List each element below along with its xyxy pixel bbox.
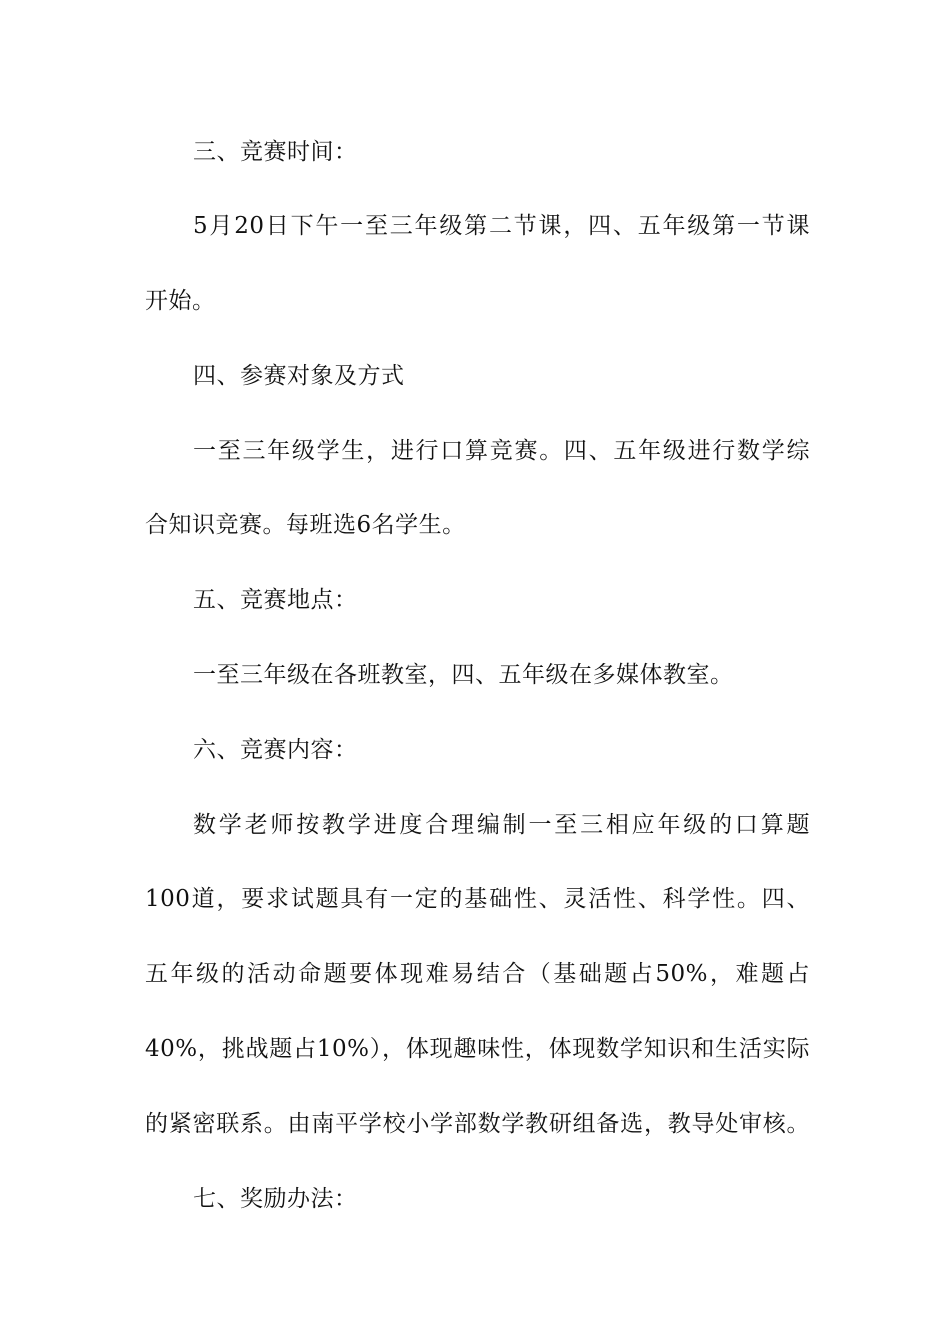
- paragraph-line: 5月20日下午一至三年级第二节课，四、五年级第一节课: [193, 213, 810, 239]
- section-heading-competition-time: 三、竞赛时间：: [193, 139, 358, 165]
- section-heading-content: 六、竞赛内容：: [193, 737, 358, 763]
- section-heading-participants: 四、参赛对象及方式: [193, 363, 405, 389]
- section-heading-location: 五、竞赛地点：: [193, 587, 358, 613]
- paragraph-line: 的紧密联系。由南平学校小学部数学教研组备选，教导处审核。: [145, 1111, 810, 1137]
- paragraph-line: 五年级的活动命题要体现难易结合（基础题占50%，难题占: [145, 961, 810, 987]
- paragraph-line: 合知识竞赛。每班选6名学生。: [145, 512, 466, 538]
- paragraph-line: 一至三年级在各班教室，四、五年级在多媒体教室。: [193, 662, 734, 688]
- section-heading-awards: 七、奖励办法：: [193, 1186, 358, 1212]
- paragraph-line: 40%，挑战题占10%），体现趣味性，体现数学知识和生活实际: [145, 1036, 810, 1062]
- paragraph-line: 开始。: [145, 288, 216, 314]
- paragraph-line: 100道，要求试题具有一定的基础性、灵活性、科学性。四、: [145, 886, 810, 912]
- paragraph-line: 一至三年级学生，进行口算竞赛。四、五年级进行数学综: [193, 438, 810, 464]
- paragraph-line: 数学老师按教学进度合理编制一至三相应年级的口算题: [193, 812, 810, 838]
